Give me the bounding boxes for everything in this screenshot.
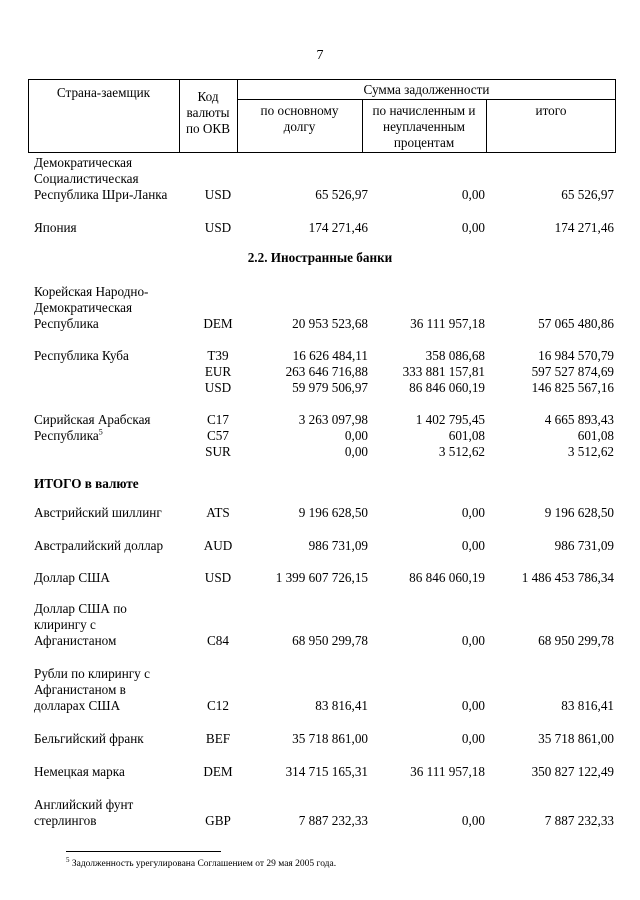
- header-interest: по начисленным и неуплаченным процентам: [372, 103, 476, 150]
- footnote-ref: 5: [98, 427, 103, 437]
- footnote-rule: [66, 851, 221, 852]
- header-country: Страна-заемщик: [56, 85, 151, 100]
- footnote: $^5$ Задолженность урегулирована Соглашением от 29 мая 2005 года.: [66, 856, 337, 870]
- table-header: [28, 79, 616, 153]
- header-sum: Сумма задолженности: [363, 82, 490, 97]
- header-total: итого: [535, 103, 567, 118]
- total-heading: ИТОГО в валюте: [34, 476, 139, 491]
- page-number: 7: [316, 48, 324, 63]
- section-title: 2.2. Иностранные банки: [247, 250, 393, 265]
- header-principal: по основному долгу: [260, 103, 339, 134]
- header-code: Код валюты по ОКВ: [185, 89, 231, 136]
